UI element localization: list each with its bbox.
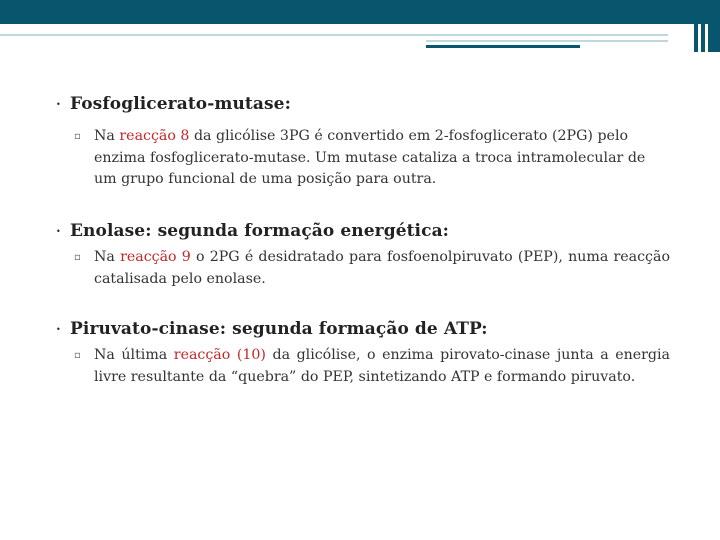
reaction-highlight: reacção (10) xyxy=(173,347,266,363)
paragraph-text: da glicólise, o enzima pirovato-cinase junta a energia livre resultante da “quebra” do PEP, sintetizando ATP e formando piruvato. xyxy=(94,347,670,385)
paragraph-text: Na xyxy=(94,249,121,265)
sub-bullet-icon: ▫ xyxy=(74,131,81,142)
section-paragraph xyxy=(94,345,670,388)
bullet-icon: • xyxy=(56,325,61,334)
section-heading: Enolase: segunda formação energética: xyxy=(70,221,450,241)
section-heading: Fosfoglicerato-mutase: xyxy=(70,94,291,114)
bullet-icon: • xyxy=(56,227,61,236)
paragraph-text: Na xyxy=(94,128,120,144)
bullet-icon: • xyxy=(56,100,61,109)
sub-bullet-icon: ▫ xyxy=(74,350,81,361)
paragraph-text: o 2PG é desidratado para fosfoenolpiruvato (PEP), numa reacção catalisada pelo enolase. xyxy=(94,249,670,287)
reaction-highlight: reacção 8 xyxy=(119,128,190,144)
section-paragraph xyxy=(94,247,670,290)
sub-bullet-icon: ▫ xyxy=(74,252,81,263)
section-paragraph xyxy=(94,126,670,191)
paragraph-text: Na última xyxy=(94,347,174,363)
reaction-highlight: reacção 9 xyxy=(120,249,191,265)
section-heading: Piruvato-cinase: segunda formação de ATP: xyxy=(70,319,488,339)
paragraph-text: da glicólise 3PG é convertido em 2-fosfoglicerato (2PG) pelo enzima fosfoglicerato-mutase. Um mutase cataliza a troca intramolecular de um grupo funcional de uma posição para outra. xyxy=(94,128,646,187)
